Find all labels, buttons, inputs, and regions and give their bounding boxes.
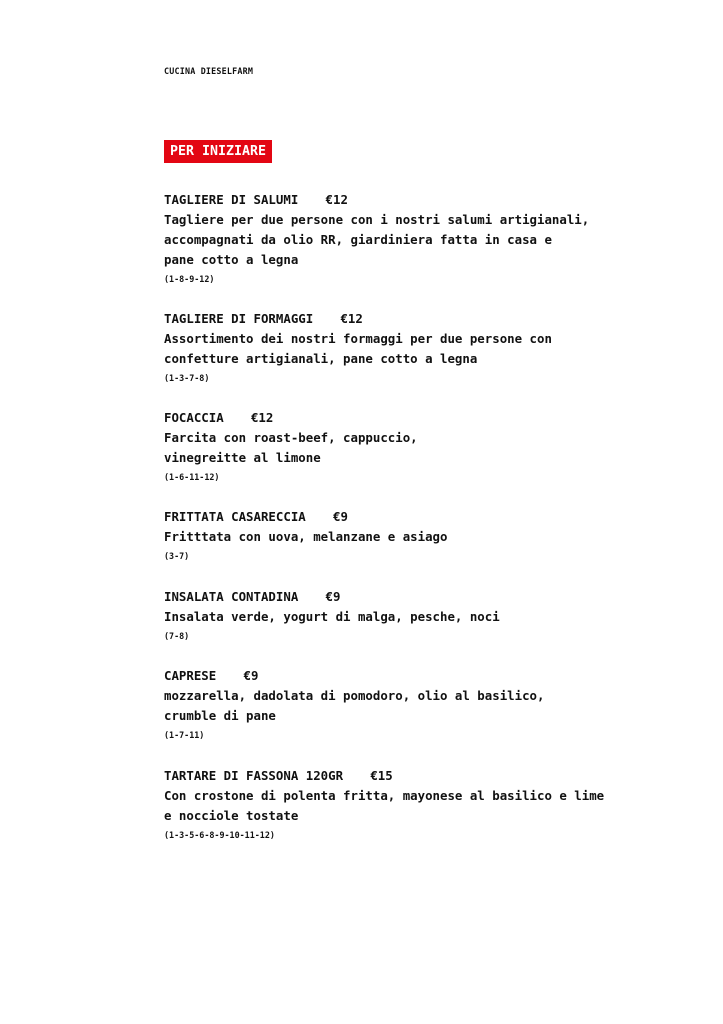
dish-item [164,190,684,285]
dish-item [164,507,684,562]
dish-name: CAPRESE [164,668,217,683]
dish-description: Tagliere per due persone con i nostri salumi artigianali, accompagnati da olio RR, giardiniera fatta in casa e pane cotto a legna [164,212,590,267]
dish-allergens: (1-8-9-12) [164,274,215,284]
dish-name: TAGLIERE DI SALUMI [164,192,299,207]
dish-description: Assortimento dei nostri formaggi per due persone con confetture artigianali, pane cotto a legna [164,331,552,366]
dish-header [164,309,684,329]
dish-price: €9 [243,668,259,683]
dish-item [164,587,684,642]
dish-item [164,309,684,384]
dish-description: mozzarella, dadolata di pomodoro, olio al basilico, crumble di pane [164,688,545,723]
dish-description: Insalata verde, yogurt di malga, pesche, noci [164,609,500,624]
dish-price: €9 [325,589,341,604]
dish-header [164,587,684,607]
dish-price: €15 [370,768,393,783]
dish-price: €12 [250,410,274,425]
dish-price: €12 [340,311,363,326]
dish-allergens: (1-3-7-8) [164,373,210,383]
dish-name: FOCACCIA [164,410,224,425]
dish-description: Con crostone di polenta fritta, mayonese al basilico e lime e nocciole tostate [164,788,605,823]
dish-description: Fritttata con uova, melanzane e asiago [164,529,448,544]
dish-name: TARTARE DI FASSONA 120GR [164,768,344,783]
dish-header [164,666,684,686]
dish-name: FRITTATA CASARECCIA [164,509,306,524]
dish-allergens: (3-7) [164,551,190,561]
dish-item [164,766,684,841]
dish-price: €12 [325,192,348,207]
restaurant-name: CUCINA DIESELFARM [164,66,254,76]
section-title: PER INIZIARE [164,140,272,163]
dish-header [164,408,684,428]
dish-allergens: (1-3-5-6-8-9-10-11-12) [164,830,275,840]
dish-item [164,408,684,483]
dish-name: TAGLIERE DI FORMAGGI [164,311,314,326]
dish-allergens: (1-7-11) [164,730,205,740]
dish-header [164,190,684,210]
dish-item [164,666,684,741]
dish-allergens: (1-6-11-12) [164,472,220,482]
dish-allergens: (7-8) [164,631,190,641]
dish-price: €9 [333,509,348,524]
dish-description: Farcita con roast-beef, cappuccio, vinegreitte al limone [164,430,418,465]
dish-header [164,766,684,786]
dish-name: INSALATA CONTADINA [164,589,299,604]
dish-header [164,507,684,527]
